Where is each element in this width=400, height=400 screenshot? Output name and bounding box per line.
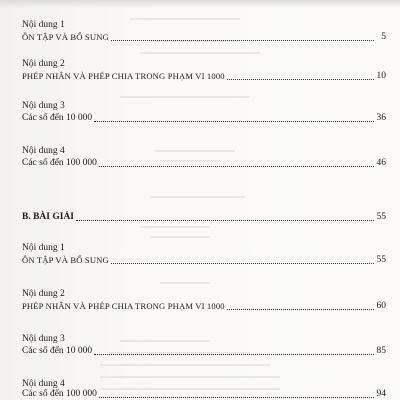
- toc-entry: [22, 378, 392, 399]
- section-heading: [22, 211, 386, 223]
- toc-row: [22, 254, 386, 266]
- toc-title: PHÉP NHÂN VÀ PHÉP CHIA TRONG PHẠM VI 1000: [22, 71, 225, 81]
- toc-title: Các số đến 100 000: [22, 389, 97, 399]
- toc-entry: [22, 288, 392, 311]
- toc-row: [22, 157, 386, 169]
- toc-page-number: 10: [376, 71, 386, 81]
- dot-leader: [94, 120, 374, 122]
- toc-entry: [22, 242, 392, 265]
- toc-page-number: 94: [376, 389, 386, 399]
- toc-title: Các số đến 10 000: [22, 113, 93, 123]
- toc-row: [22, 388, 386, 400]
- toc-part-label: Nội dung 2: [22, 289, 65, 299]
- toc-title: Các số đến 10 000: [22, 346, 93, 356]
- dot-leader: [227, 308, 374, 310]
- toc-part-label: Nội dung 1: [22, 243, 65, 253]
- toc-row: [22, 345, 386, 357]
- toc-page-number: 55: [376, 255, 386, 265]
- dot-leader: [76, 219, 374, 221]
- toc-row: [22, 70, 386, 82]
- toc-title: ÔN TẬP VÀ BỔ SUNG: [22, 255, 109, 265]
- section-title: B. BÀI GIẢI: [22, 212, 74, 222]
- toc-entry: [22, 145, 392, 168]
- toc-row: [22, 31, 386, 43]
- dot-leader: [227, 78, 374, 80]
- toc-page-number: 85: [376, 346, 386, 356]
- toc-part-label: Nội dung 3: [22, 334, 65, 344]
- toc-entry: [22, 100, 392, 123]
- toc-row: [22, 300, 386, 312]
- toc-row: [22, 112, 386, 124]
- toc-title: Các số đến 100 000: [22, 158, 97, 168]
- dot-leader: [94, 353, 374, 355]
- toc-part-label: Nội dung 4: [22, 146, 65, 156]
- dot-leader: [99, 165, 374, 167]
- page-top-shadow: [0, 0, 400, 8]
- toc-entry: [22, 19, 392, 42]
- toc-page-number: 46: [376, 158, 386, 168]
- toc-entry: [22, 333, 392, 356]
- toc-title: ÔN TẬP VÀ BỔ SUNG: [22, 32, 109, 42]
- toc-page-number: 5: [381, 32, 386, 42]
- toc-part-label: Nội dung 2: [22, 59, 65, 69]
- dot-leader: [111, 39, 374, 41]
- toc-part-label: Nội dung 4: [22, 379, 65, 389]
- dot-leader: [99, 396, 374, 398]
- toc-part-label: Nội dung 1: [22, 20, 65, 30]
- dot-leader: [111, 262, 374, 264]
- toc-part-label: Nội dung 3: [22, 101, 65, 111]
- section-page-number: 55: [376, 212, 386, 222]
- toc-page-number: 60: [376, 301, 386, 311]
- toc-page-number: 36: [376, 113, 386, 123]
- toc-entry: [22, 58, 392, 81]
- toc-title: PHÉP NHÂN VÀ PHÉP CHIA TRONG PHẠM VI 1000: [22, 301, 225, 311]
